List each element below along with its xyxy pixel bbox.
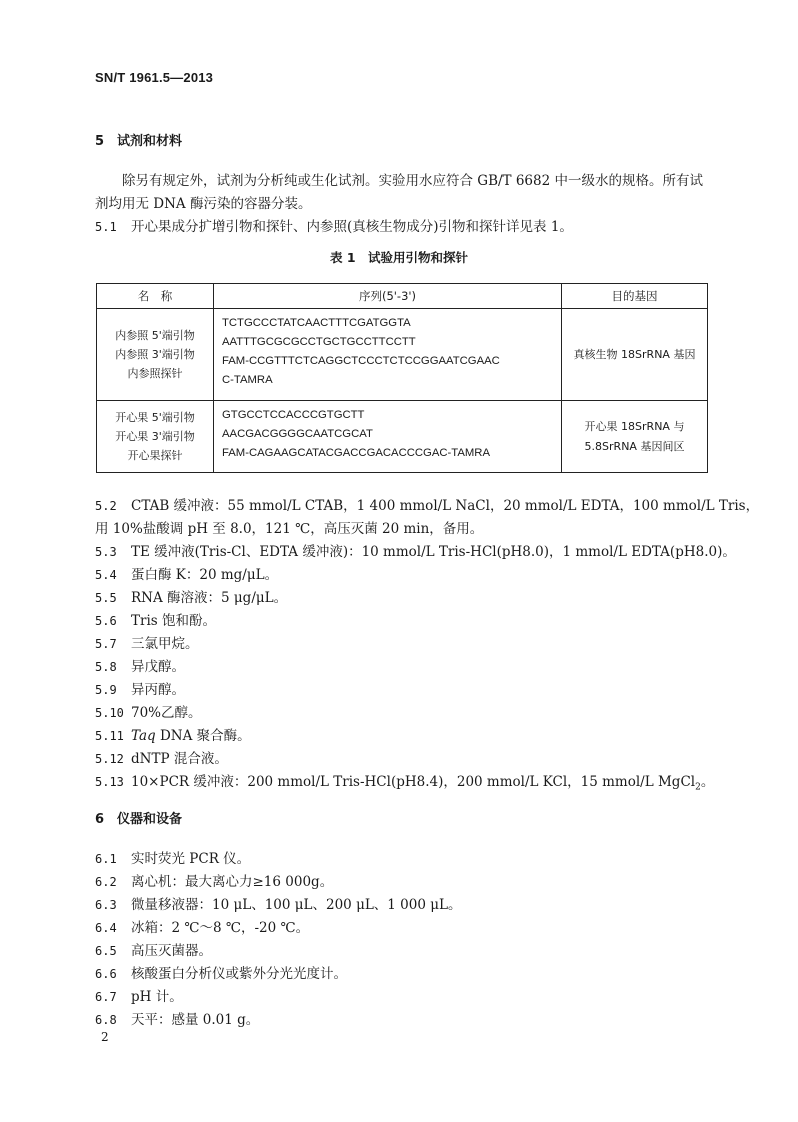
row-names-cell xyxy=(97,401,214,473)
row-target-cell xyxy=(562,401,708,473)
item-5-4: 5.4 蛋白酶 K：20 mg/μL。 xyxy=(95,567,279,583)
primer-name: 内参照 5'端引物 xyxy=(115,329,195,342)
section-6-number: 6 xyxy=(95,812,105,827)
target-gene-line: 开心果 18SrRNA 与 xyxy=(584,419,685,433)
sequence-line: TCTGCCCTATCAACTTTCGATGGTA xyxy=(222,317,411,329)
item-5-2: 5.2 CTAB 缓冲液：55 mmol/L CTAB，1 400 mmol/L NaCl，20 mmol/L EDTA，100 mmol/L Tris， xyxy=(95,498,760,514)
col-header-sequence: 序列(5'-3') xyxy=(214,284,562,309)
item-6-4: 6.4 冰箱：2 ℃～8 ℃，-20 ℃。 xyxy=(95,920,310,936)
sequence-line: FAM-CAGAAGCATACGACCGACACCCGAC-TAMRA xyxy=(222,447,491,459)
item-5-1: 5.1 开心果成分扩增引物和探针、内参照(真核生物成分)引物和探针详见表 1。 xyxy=(95,219,573,235)
page-number: 2 xyxy=(101,1030,109,1044)
item-5-13: 5.13 10×PCR 缓冲液：200 mmol/L Tris-HCl(pH8.4)，200 mmol/L KCl，15 mmol/L MgCl$_2$。 xyxy=(95,774,715,793)
row-target-cell xyxy=(562,309,708,401)
item-5-3: 5.3 TE 缓冲液(Tris-Cl、EDTA 缓冲液)：10 mmol/L Tris-HCl(pH8.0)，1 mmol/L EDTA(pH8.0)。 xyxy=(95,544,736,560)
table-row xyxy=(97,401,708,473)
item-5-8: 5.8 异戊醇。 xyxy=(95,659,185,675)
item-5-11: 5.11 Taq DNA 聚合酶。 xyxy=(95,728,251,744)
section-6-heading xyxy=(95,808,182,827)
item-6-8: 6.8 天平：感量 0.01 g。 xyxy=(95,1012,260,1028)
item-6-7: 6.7 pH 计。 xyxy=(95,989,183,1005)
section-5-intro: 除另有规定外，试剂为分析纯或生化试剂。实验用水应符合 GB/T 6682 中一级水的规格。所有试剂均用无 DNA 酶污染的容器分装。 xyxy=(95,173,703,212)
target-gene-line: 真核生物 18SrRNA 基因 xyxy=(573,347,696,361)
table-1-caption: 表 1 试验用引物和探针 xyxy=(329,250,469,265)
sequence-line: C-TAMRA xyxy=(222,374,273,386)
item-5-10: 5.10 70%乙醇。 xyxy=(95,705,202,721)
col-header-target-gene: 目的基因 xyxy=(562,284,708,309)
col-header-name: 名 称 xyxy=(97,284,214,309)
primer-table xyxy=(96,283,708,473)
sequence-line: GTGCCTCCACCCGTGCTT xyxy=(222,409,365,421)
item-5-5: 5.5 RNA 酶溶液：5 μg/μL。 xyxy=(95,590,288,606)
item-6-3: 6.3 微量移液器：10 μL、100 μL、200 μL、1 000 μL。 xyxy=(95,897,462,913)
item-5-6: 5.6 Tris 饱和酚。 xyxy=(95,613,216,629)
item-6-1: 6.1 实时荧光 PCR 仪。 xyxy=(95,851,251,867)
section-6-title: 仪器和设备 xyxy=(117,812,183,827)
document-id: SN/T 1961.5—2013 xyxy=(95,70,214,85)
table-row xyxy=(97,309,708,401)
sequence-line: AATTTGCGCGCCTGCTGCCTTCCTT xyxy=(222,336,416,348)
item-5-12: 5.12 dNTP 混合液。 xyxy=(95,751,228,767)
item-6-5: 6.5 高压灭菌器。 xyxy=(95,943,212,959)
primer-name: 内参照探针 xyxy=(127,367,183,380)
section-5-number: 5 xyxy=(95,134,105,149)
section-5-title: 试剂和材料 xyxy=(117,134,183,149)
item-5-2-continued: 用 10%盐酸调 pH 至 8.0，121 ℃，高压灭菌 20 min，备用。 xyxy=(95,521,484,537)
primer-name: 内参照 3'端引物 xyxy=(115,348,195,361)
item-6-6: 6.6 核酸蛋白分析仪或紫外分光光度计。 xyxy=(95,966,347,982)
item-5-7: 5.7 三氯甲烷。 xyxy=(95,636,199,652)
row-sequence-cell xyxy=(214,401,562,473)
item-5-9: 5.9 异丙醇。 xyxy=(95,682,185,698)
row-sequence-cell xyxy=(214,309,562,401)
sequence-line: AACGACGGGGCAATCGCAT xyxy=(222,428,373,440)
section-5-heading xyxy=(95,130,182,149)
target-gene-line: 5.8SrRNA 基因间区 xyxy=(584,439,685,453)
primer-name: 开心果 5'端引物 xyxy=(115,411,195,424)
item-6-2: 6.2 离心机：最大离心力≥16 000g。 xyxy=(95,874,334,890)
row-names-cell xyxy=(97,309,214,401)
table-header-row xyxy=(97,284,708,309)
primer-name: 开心果 3'端引物 xyxy=(115,430,195,443)
primer-name: 开心果探针 xyxy=(127,449,183,462)
sequence-line: FAM-CCGTTTCTCAGGCTCCCTCTCCGGAATCGAAC xyxy=(222,355,500,367)
